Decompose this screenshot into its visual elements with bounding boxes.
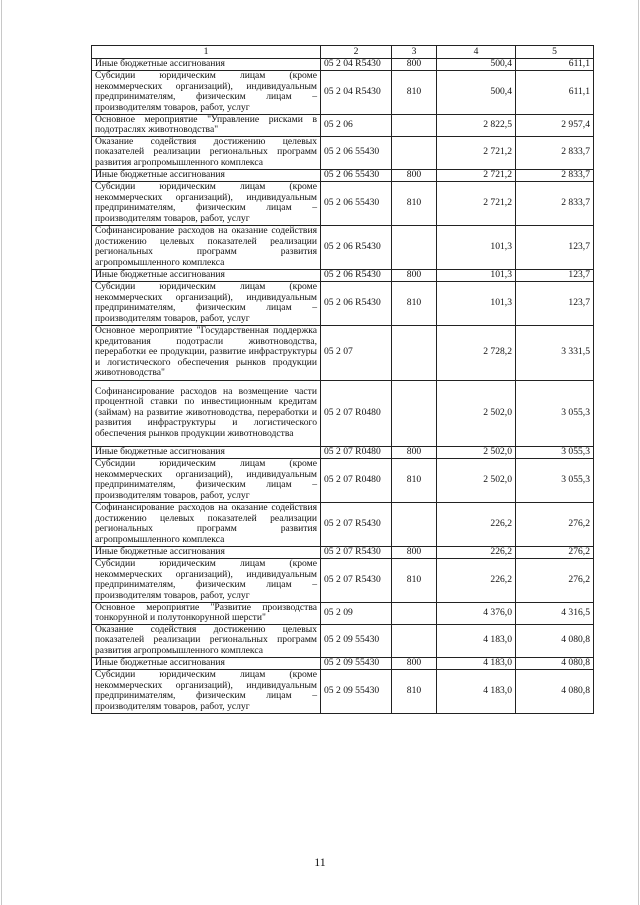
row-value-col5: 4 316,5 bbox=[516, 602, 594, 624]
row-value-col4: 500,4 bbox=[437, 70, 516, 114]
table-row bbox=[92, 446, 594, 458]
row-value-col5: 3 331,5 bbox=[516, 325, 594, 380]
header-col-4: 4 bbox=[437, 46, 516, 59]
row-code-cell: 05 2 07 bbox=[321, 325, 392, 380]
row-value-col4: 101,3 bbox=[437, 281, 516, 325]
row-type-cell: 800 bbox=[392, 59, 437, 71]
row-name-cell: Основное мероприятие "Государственная поддержка кредитования подотрасли животноводства, переработки ее продукции, развитие инфраструктуры и логистического обеспечения рынков продукции животноводства" bbox=[92, 325, 321, 380]
row-value-col5: 276,2 bbox=[516, 558, 594, 602]
header-col-5: 5 bbox=[516, 46, 594, 59]
row-type-cell bbox=[392, 502, 437, 546]
row-name-cell: Иные бюджетные ассигнования bbox=[92, 446, 321, 458]
row-name-cell: Оказание содействия достижению целевых показателей реализации региональных программ развития агропромышленного комплекса bbox=[92, 136, 321, 169]
row-value-col4: 101,3 bbox=[437, 269, 516, 281]
row-type-cell bbox=[392, 624, 437, 657]
row-type-cell: 810 bbox=[392, 70, 437, 114]
row-value-col4: 2 502,0 bbox=[437, 380, 516, 446]
row-code-cell: 05 2 07 R0480 bbox=[321, 446, 392, 458]
table-row bbox=[92, 114, 594, 136]
row-code-cell: 05 2 04 R5430 bbox=[321, 70, 392, 114]
row-value-col5: 123,7 bbox=[516, 281, 594, 325]
row-name-cell: Субсидии юридическим лицам (кроме некоммерческих организаций), индивидуальным предпринимателям, физическим лицам – производителям товаров, работ, услуг bbox=[92, 669, 321, 713]
row-name-cell: Софинансирование расходов на оказание содействия достижению целевых показателей реализации региональных программ развития агропромышленного комплекса bbox=[92, 502, 321, 546]
table-row bbox=[92, 558, 594, 602]
row-value-col5: 4 080,8 bbox=[516, 624, 594, 657]
row-value-col4: 2 728,2 bbox=[437, 325, 516, 380]
table-row bbox=[92, 136, 594, 169]
row-value-col5: 2 833,7 bbox=[516, 169, 594, 181]
row-code-cell: 05 2 07 R5430 bbox=[321, 502, 392, 546]
row-type-cell bbox=[392, 114, 437, 136]
table-row bbox=[92, 70, 594, 114]
row-value-col4: 4 183,0 bbox=[437, 657, 516, 669]
row-type-cell bbox=[392, 380, 437, 446]
row-type-cell: 800 bbox=[392, 269, 437, 281]
row-type-cell: 800 bbox=[392, 446, 437, 458]
row-value-col5: 4 080,8 bbox=[516, 669, 594, 713]
row-code-cell: 05 2 09 55430 bbox=[321, 624, 392, 657]
row-code-cell: 05 2 06 R5430 bbox=[321, 225, 392, 269]
row-name-cell: Субсидии юридическим лицам (кроме некоммерческих организаций), индивидуальным предпринимателям, физическим лицам – производителям товаров, работ, услуг bbox=[92, 70, 321, 114]
row-name-cell: Субсидии юридическим лицам (кроме некоммерческих организаций), индивидуальным предпринимателям, физическим лицам – производителям товаров, работ, услуг bbox=[92, 281, 321, 325]
row-value-col4: 2 721,2 bbox=[437, 136, 516, 169]
row-name-cell: Субсидии юридическим лицам (кроме некоммерческих организаций), индивидуальным предпринимателям, физическим лицам – производителям товаров, работ, услуг bbox=[92, 181, 321, 225]
row-name-cell: Иные бюджетные ассигнования bbox=[92, 269, 321, 281]
row-value-col4: 226,2 bbox=[437, 502, 516, 546]
row-value-col5: 4 080,8 bbox=[516, 657, 594, 669]
row-type-cell: 810 bbox=[392, 558, 437, 602]
row-value-col5: 276,2 bbox=[516, 546, 594, 558]
row-code-cell: 05 2 07 R0480 bbox=[321, 380, 392, 446]
row-value-col5: 3 055,3 bbox=[516, 458, 594, 502]
row-type-cell: 810 bbox=[392, 458, 437, 502]
row-value-col4: 2 502,0 bbox=[437, 458, 516, 502]
row-value-col4: 2 721,2 bbox=[437, 181, 516, 225]
row-value-col4: 226,2 bbox=[437, 558, 516, 602]
row-code-cell: 05 2 09 bbox=[321, 602, 392, 624]
row-name-cell: Софинансирование расходов на возмещение части процентной ставки по инвестиционным кредитам (займам) на развитие животноводства, переработки и развития инфраструктуры и логистического обеспечения рынков продукции животноводства bbox=[92, 380, 321, 446]
row-code-cell: 05 2 06 55430 bbox=[321, 136, 392, 169]
scan-edge-left bbox=[1, 0, 2, 905]
row-value-col4: 500,4 bbox=[437, 59, 516, 71]
table-header-row bbox=[92, 46, 594, 59]
row-value-col5: 611,1 bbox=[516, 70, 594, 114]
table-row bbox=[92, 269, 594, 281]
table-row bbox=[92, 169, 594, 181]
page-number: 11 bbox=[314, 855, 326, 869]
row-code-cell: 05 2 07 R5430 bbox=[321, 546, 392, 558]
row-type-cell: 810 bbox=[392, 669, 437, 713]
row-type-cell: 800 bbox=[392, 657, 437, 669]
row-type-cell: 810 bbox=[392, 281, 437, 325]
row-value-col5: 2 957,4 bbox=[516, 114, 594, 136]
table-row bbox=[92, 225, 594, 269]
row-name-cell: Оказание содействия достижению целевых показателей реализации региональных программ развития агропромышленного комплекса bbox=[92, 624, 321, 657]
row-value-col4: 2 822,5 bbox=[437, 114, 516, 136]
row-code-cell: 05 2 06 bbox=[321, 114, 392, 136]
row-name-cell: Софинансирование расходов на оказание содействия достижению целевых показателей реализации региональных программ развития агропромышленного комплекса bbox=[92, 225, 321, 269]
row-value-col4: 4 376,0 bbox=[437, 602, 516, 624]
row-code-cell: 05 2 04 R5430 bbox=[321, 59, 392, 71]
row-name-cell: Основное мероприятие "Управление рисками в подотраслях животноводства" bbox=[92, 114, 321, 136]
table-row bbox=[92, 669, 594, 713]
row-type-cell: 810 bbox=[392, 181, 437, 225]
row-value-col5: 276,2 bbox=[516, 502, 594, 546]
row-value-col5: 123,7 bbox=[516, 269, 594, 281]
row-name-cell: Иные бюджетные ассигнования bbox=[92, 169, 321, 181]
row-name-cell: Иные бюджетные ассигнования bbox=[92, 546, 321, 558]
row-value-col5: 2 833,7 bbox=[516, 136, 594, 169]
row-code-cell: 05 2 06 R5430 bbox=[321, 269, 392, 281]
row-value-col4: 101,3 bbox=[437, 225, 516, 269]
table-row bbox=[92, 546, 594, 558]
row-name-cell: Субсидии юридическим лицам (кроме некоммерческих организаций), индивидуальным предпринимателям, физическим лицам – производителям товаров, работ, услуг bbox=[92, 558, 321, 602]
row-type-cell bbox=[392, 602, 437, 624]
row-value-col4: 2 502,0 bbox=[437, 446, 516, 458]
table-row bbox=[92, 657, 594, 669]
budget-table bbox=[91, 45, 594, 714]
table-row bbox=[92, 502, 594, 546]
row-value-col5: 2 833,7 bbox=[516, 181, 594, 225]
row-code-cell: 05 2 06 55430 bbox=[321, 181, 392, 225]
scan-edge-right bbox=[638, 0, 639, 905]
row-name-cell: Основное мероприятие "Развитие производства тонкорунной и полутонкорунной шерсти" bbox=[92, 602, 321, 624]
row-name-cell: Иные бюджетные ассигнования bbox=[92, 59, 321, 71]
row-name-cell: Субсидии юридическим лицам (кроме некоммерческих организаций), индивидуальным предпринимателям, физическим лицам – производителям товаров, работ, услуг bbox=[92, 458, 321, 502]
table-row bbox=[92, 602, 594, 624]
table-row bbox=[92, 281, 594, 325]
row-type-cell: 800 bbox=[392, 546, 437, 558]
row-name-cell: Иные бюджетные ассигнования bbox=[92, 657, 321, 669]
budget-table-body bbox=[92, 46, 594, 714]
row-code-cell: 05 2 09 55430 bbox=[321, 669, 392, 713]
row-code-cell: 05 2 07 R0480 bbox=[321, 458, 392, 502]
row-code-cell: 05 2 06 55430 bbox=[321, 169, 392, 181]
row-value-col5: 3 055,3 bbox=[516, 380, 594, 446]
table-row bbox=[92, 458, 594, 502]
row-value-col4: 4 183,0 bbox=[437, 669, 516, 713]
row-type-cell bbox=[392, 325, 437, 380]
row-code-cell: 05 2 09 55430 bbox=[321, 657, 392, 669]
table-row bbox=[92, 380, 594, 446]
row-type-cell bbox=[392, 225, 437, 269]
row-value-col4: 4 183,0 bbox=[437, 624, 516, 657]
table-row bbox=[92, 59, 594, 71]
header-col-2: 2 bbox=[321, 46, 392, 59]
row-value-col5: 3 055,3 bbox=[516, 446, 594, 458]
table-row bbox=[92, 325, 594, 380]
header-col-1: 1 bbox=[92, 46, 321, 59]
row-type-cell bbox=[392, 136, 437, 169]
row-code-cell: 05 2 07 R5430 bbox=[321, 558, 392, 602]
table-row bbox=[92, 181, 594, 225]
row-value-col5: 611,1 bbox=[516, 59, 594, 71]
row-type-cell: 800 bbox=[392, 169, 437, 181]
header-col-3: 3 bbox=[392, 46, 437, 59]
row-value-col4: 2 721,2 bbox=[437, 169, 516, 181]
row-value-col4: 226,2 bbox=[437, 546, 516, 558]
row-value-col5: 123,7 bbox=[516, 225, 594, 269]
table-row bbox=[92, 624, 594, 657]
row-code-cell: 05 2 06 R5430 bbox=[321, 281, 392, 325]
